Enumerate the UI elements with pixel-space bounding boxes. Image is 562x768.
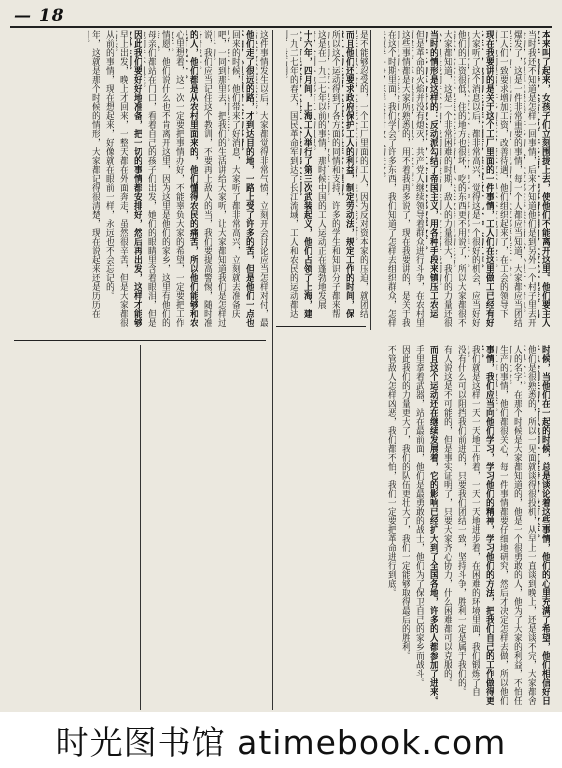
text-column: 而且他们还要求政府保护工人的利益，制定劳动法，规定工作的时间，保: [344, 30, 354, 318]
text-column: 本来叫了起来，女孩子们立刻围拢上去，使他们不能离开这里。他们要主人: [540, 30, 550, 327]
text-column: 他们走了很远的路，才到达目的地，一路上受了许多的苦，但是他们一点也: [244, 30, 254, 327]
text-column: 但是革命的火焰并没有熄灭，共产党人继续领导着群众进行斗争，在农村里: [414, 30, 424, 327]
text-column: 在这个时期里面，我们学会了许多东西，我们知道了怎样去组织群众，怎样: [386, 30, 396, 327]
text-column: 是不能够忍受的，一个工厂里面的工人，因为反对资本家的压迫，就团结: [358, 30, 368, 318]
text-column: 我们就是这样一天一天地工作着，一天一天地进步着，在困难的环境里面，我们锻炼了自: [470, 345, 480, 696]
text-column: 手里拿着武器，站在最前面，他们是最勇敢的战士，他们为了保卫自己的家乡而战斗。: [414, 345, 424, 687]
text-column: 他们的工资很低，住的地方也很坏，吃的东西更不用说了，所以大家都很不: [456, 30, 466, 327]
text-column: 一九二七年的春天，国民革命军到达了长江流域，工人和农民的运动都达: [288, 30, 298, 318]
text-column: 早上出发，晚上才回来，一整天都在外面奔走，虽然很辛苦，但是大家都很: [118, 30, 128, 327]
text-column: 他们是很熟悉的，所以一见面就谈得很投机，从早上一直谈到晚上，还是谈不完，大家都舍: [526, 345, 536, 705]
text-column: 这件事情发生以后，大家都觉得非常气愤，立刻开会讨论应当怎样对付，最: [258, 30, 268, 327]
text-column: 现在我要讲的是关于这个工厂里面的一件事情，工人们在这里做工已经有好: [484, 30, 494, 327]
text-column: 这是在一九二七年以前的事情，那时候中国的工人运动正在蓬勃地发展: [316, 30, 326, 309]
text-column: 说，我们应当记住这个教训，不要再上敌人的当，我们要提高警惕，随时准: [202, 30, 212, 327]
text-column: 事情，我们应当向他们学习，学习他们的精神，学习他们的方法，把我们自己的工作做得更: [484, 345, 494, 705]
text-column: 有人说这是不可能的，但是事实证明了，只要大家齐心协力，什么困难都可以克服的。: [442, 345, 452, 687]
text-column: 当时我还不知道是怎样一回事情，后来才知道他们是到另外一个村子里去开: [526, 30, 536, 327]
text-column: 从前的事情，现在想起来，好像就在眼前一样，永远也不会忘记的。: [104, 30, 114, 300]
text-column: 当时的情形是这样的：反动派勾结了帝国主义，用各种手段来镇压工农运: [428, 30, 438, 318]
text-column: 不管敌人怎样凶恶，我们都不怕，我们一定要把革命进行到底。: [386, 345, 396, 597]
text-column: 回来的时候，他们带来了好消息，大家听了都非常高兴，立刻就去准备庆: [230, 30, 240, 318]
watermark-text: 时光图书馆 atimebook.com: [0, 712, 562, 768]
text-column: 所以这个运动得到了各方面的同情和支持，许多的学生和知识分子都来帮: [330, 30, 340, 318]
text-column: 时候，当他们在一起的时候，总是谈论着这些事情，他们的心里充满了希望，他们相信好日: [540, 345, 550, 705]
text-column: 这些事情都是大家所熟悉的，用不着我再多说了，现在我要讲的，是关于我: [400, 30, 410, 327]
text-column: 生产的事情，他们都很关心，每一件事情都要仔细地研究，然后才决定怎样去做，所以他们: [498, 345, 508, 705]
text-column: 心里想着，这一次一定要把事情办好，不能辜负大家的希望，一定要把工作: [174, 30, 184, 327]
section-divider: [272, 30, 273, 710]
text-column: 爆发了，这是一件非常重要的事情，每一个人都应当知道，大家都应当团结: [512, 30, 522, 327]
text-column: 而且这个运动还在继续发展着，它的影响已经扩大到了全国各地，许多的人都参加了进来。: [428, 345, 438, 705]
mid-rule: [14, 340, 266, 341]
text-column: 情愿，他们说什么也不肯离开这里，因为这里是他们的家乡，这里有他们的: [160, 30, 170, 327]
text-column: 人的名字，在那个时候是大家都知道的，他是一个很勇敢的人，他为了大家的利益，不怕任: [512, 345, 522, 705]
page-number: — 18: [14, 6, 65, 26]
text-column: 吧，一同到那里去，把我们的生活讲给大家听，让大家都知道我们是怎样过: [216, 30, 226, 327]
section-divider-3: [140, 345, 141, 710]
text-column: 十六年，四月间，上海工人举行了第三次武装起义，他们占领了上海，建: [302, 30, 312, 318]
mid-rule-right: [276, 326, 366, 327]
header-rule: [10, 26, 552, 28]
text-column: 大家都知道，这是一个非常困难的时期，敌人的力量很大，我们的力量还很: [442, 30, 452, 327]
text-column: 大家听了这个消息以后，都非常高兴，觉得这是一个很好的机会，应当好好: [470, 30, 480, 327]
text-column: 母亲们都站在门口，看着自己的孩子们出发，她们的眼睛里含着眼泪，但是: [146, 30, 156, 327]
text-column: 因此我们要好好地准备，把一切的事情都安排好，然后再出发，这样才能够: [132, 30, 142, 327]
text-column: 没有什么可以阻挡我们前进的，只要我们团结一致，坚持斗争，胜利一定是属于我们的。: [456, 345, 466, 696]
text-column: 因此我们的力量更大了，我们的队伍更壮大了，我们一定能够取得最后的胜利。: [400, 345, 410, 660]
text-column: 工人们一致要求增加工资，改善待遇，他们组织起来了，在工会的领导下: [498, 30, 508, 318]
text-column: 年，这就是那个时候的情形，大家都记得很清楚，现在说起来还是历历在: [90, 30, 100, 318]
text-column: 的人，他们都是从农村里面来的，他们懂得农民的痛苦，所以他们能够和农: [188, 30, 198, 327]
section-divider-2: [370, 30, 371, 330]
